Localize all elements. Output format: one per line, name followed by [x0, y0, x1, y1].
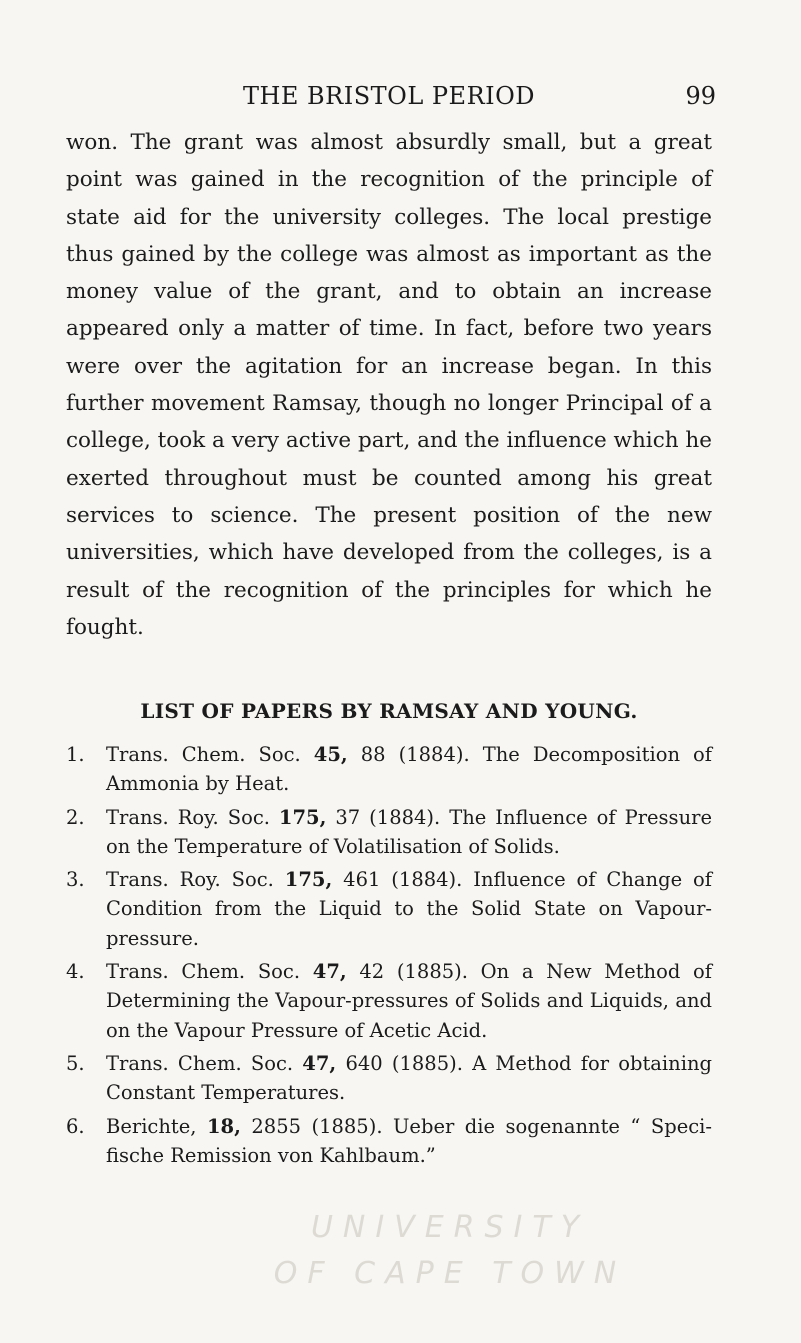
item-journal: Trans. Chem. Soc. [106, 1051, 294, 1075]
item-details: 37 (1884). The Influence of Pressure on the Temperature of Volatilisation of Solids. [106, 805, 712, 858]
stamp-line: OF CAPE TOWN [273, 1256, 627, 1291]
item-number: 5. [66, 1051, 85, 1075]
body-paragraph: won. The grant was almost absurdly small, but a great point was gained in the recognition of the principle of state aid for the university colleges. The local prestige thus gained by the college was almost as important as the money value of the grant, and to obtain an increase appeared only a matter of time. In fact, before two years were over the agitation for an increase began. In this further movement Ramsay, though no longer Principal of a college, took a very active part, and the influence which he exerted throughout must be counted among his great services to science. The present position of the new universities, which have developed from the colleges, is a result of the recognition of the principles for which he fought. [66, 130, 712, 640]
item-volume: 45, [313, 743, 348, 766]
item-journal: Trans. Chem. Soc. [106, 960, 301, 984]
list-item [66, 1112, 712, 1171]
item-volume: 175, [278, 805, 327, 829]
item-details: 461 (1884). Influence of Change of Condition from the Liquid to the Solid State on Vapour-pressure. [106, 868, 712, 950]
item-journal: Trans. Roy. Soc. [106, 805, 270, 829]
item-volume: 18, [206, 1114, 241, 1138]
item-journal: Trans. Roy. Soc. [106, 868, 274, 892]
list-item [66, 1049, 712, 1108]
item-number: 4. [66, 960, 85, 984]
section-title: LIST OF PAPERS BY RAMSAY AND YOUNG. [140, 699, 638, 723]
papers-list [66, 740, 712, 1174]
item-details: 88 (1884). The Decomposition of Ammonia by Heat. [106, 743, 712, 796]
page-header [66, 76, 716, 120]
item-journal: Berichte, [106, 1114, 197, 1138]
item-details: 640 (1885). A Method for obtaining Constant Temperatures. [106, 1051, 713, 1105]
list-item [66, 740, 712, 799]
item-number: 6. [66, 1114, 85, 1138]
item-details: 2855 (1885). Ueber die sogenannte “ Speci-fische Remission von Kahlbaum.” [106, 1114, 712, 1167]
item-number: 1. [66, 743, 85, 766]
list-item [66, 803, 712, 862]
item-volume: 47, [302, 1051, 337, 1075]
item-number: 2. [66, 805, 85, 829]
list-item [66, 957, 712, 1045]
item-volume: 47, [312, 960, 347, 984]
item-volume: 175, [284, 868, 333, 892]
library-stamp-watermark [240, 1205, 660, 1297]
page-number: 99 [685, 82, 716, 110]
stamp-line: UNIVERSITY [310, 1210, 590, 1245]
running-head: THE BRISTOL PERIOD [242, 82, 536, 110]
item-number: 3. [66, 868, 85, 892]
item-journal: Trans. Chem. Soc. [106, 743, 301, 766]
list-item [66, 865, 712, 953]
item-details: 42 (1885). On a New Method of Determining the Vapour-pressures of Solids and Liquids, and on the Vapour Pressure of Acetic Acid. [106, 960, 712, 1042]
